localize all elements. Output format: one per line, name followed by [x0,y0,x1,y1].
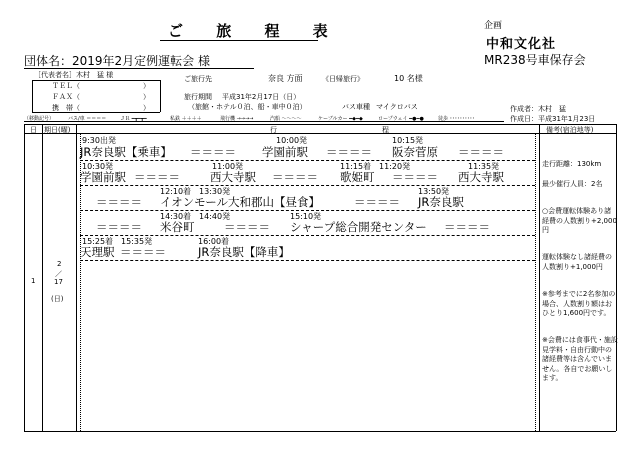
time-label: 11:15着 11:20発 [340,162,411,171]
header-itinerary: 行 程 [270,126,389,134]
group-name: 団体名：2019年2月定例運転会 様 [24,54,210,68]
row-separator [80,260,535,261]
time-label: 10:30発 [82,162,114,171]
bus-route: ＝＝＝＝ [354,195,400,209]
station: 阪奈菅原 [392,145,438,159]
legend-private-rail: 私鉄 ＋＋＋＋ [170,116,202,122]
legend-cable-car: ケーブルカー ━◆━◆ [318,116,363,122]
time-label: 10:00発 [276,136,308,145]
time-label: 14:30着 14:40発 [160,212,231,221]
date-day: 17 [54,278,63,286]
bus-route: ＝＝＝＝ [96,220,142,234]
station: 西大寺駅 [210,170,256,184]
time-label: 11:35発 [468,162,500,171]
period-label: 旅行期間 [184,93,212,101]
legend-underline [24,121,504,122]
time-label: 15:10発 [290,212,322,221]
table-right [616,124,617,431]
note-distance: 走行距離：130km [542,160,602,168]
col-divider-notes [539,124,540,431]
time-label: 15:25着 15:35発 [82,237,153,246]
station: 学園前駅 [80,170,126,184]
time-label: 13:50発 [418,187,450,196]
note-excluded: ※会費には食事代・施設見学料・自由行動中の諸経費等は含んでいません。各自でお願いします。 [542,336,618,382]
station: 西大寺駅 [458,170,504,184]
client-name: MR238号車保存会 [484,53,586,67]
planner-label: 企画 [484,21,503,31]
stay-info: （旅館・ホテル０泊、船・車中０泊） [188,103,307,111]
creator: 作成者：木村 猛 [510,105,566,113]
header-notes: 備考(宿泊地等) [546,126,594,134]
group-underline [24,68,254,69]
company-logo: 中和文化社 [486,37,557,52]
note-fee-no-drive: 運転体験なし諸経費の人数割り+1,000円 [542,253,612,271]
station: JR奈良駅【降車】 [198,245,290,259]
legend-label: （移動記号） [24,116,55,122]
page-title: ご 旅 程 表 [168,22,342,40]
time-label: 9:30出発 [82,136,116,145]
station: 天理駅 [80,245,115,259]
note-example: ※参考までに2名参加の場合、人数割り額はおひとり1,600円です。 [542,290,616,317]
date-weekday: (日) [51,295,64,303]
table-left [24,124,25,431]
station: JR奈良駅【乗車】 [80,145,172,159]
bus-route: ＝＝＝＝ [392,170,438,184]
header-date: 期日(曜) [44,126,71,134]
station: 米谷町 [160,220,195,234]
tel-field: ＴＥＬ（ ） [52,82,150,90]
time-label: 12:10着 13:30発 [160,187,231,196]
period-value: 平成31年2月17日（日） [222,93,301,101]
contact-box-top [32,80,160,81]
note-min-pax: 最少催行人員：2名 [542,180,603,188]
legend-bus: バス/車 ＝＝＝＝ [68,116,107,122]
legend-jr: ＪＲ ━┳━┳━ [120,116,147,122]
col-divider-date [76,124,77,431]
itinerary-margin-right [535,133,536,431]
note-fee-with-drive: ○会費運転体験あり諸経費の人数割り+2,000円 [542,207,617,234]
bus-route: ＝＝＝＝ [444,220,490,234]
time-label: 11:00発 [212,162,244,171]
bus-route: ＝＝＝＝ [96,195,142,209]
header-day: 日 [30,126,37,134]
legend-ropeway: ロープウェイ ━●━● [378,116,424,122]
fax-field: ＦＡＸ（ ） [52,93,150,101]
bus-route: ＝＝＝＝ [134,170,180,184]
contact-box-bottom [32,112,160,113]
vehicle-value: マイクロバス [376,103,418,111]
station: JR奈良駅 [418,195,464,209]
bus-route: ＝＝＝＝ [272,170,318,184]
party-size: 10 名様 [394,74,423,83]
vehicle-label: バス車種 [342,103,370,111]
table-bottom [24,431,616,432]
day-number: 1 [31,277,36,285]
date-month: 2 [57,260,62,268]
bus-route: ＝＝＝＝ [120,245,166,259]
contact-box-right [160,80,161,112]
destination-value: 奈良 方面 [268,74,303,83]
trip-type: 《日帰旅行》 [322,75,364,83]
bus-route: ＝＝＝＝ [224,220,270,234]
legend-airplane: 飛行機 →→→→ [220,116,254,122]
row-separator [80,160,535,161]
destination-label: ご旅行先 [184,75,212,83]
bus-route: ＝＝＝＝ [326,145,372,159]
time-label: 10:15発 [392,136,424,145]
legend-walk: 徒歩 ･･････････ [438,116,475,122]
col-divider-day [42,124,43,431]
station: 学園前駅 [262,145,308,159]
bus-route: ＝＝＝＝ [190,145,236,159]
station: シャープ総合開発センター [290,220,427,234]
title-underline [160,40,318,41]
row-separator [80,185,535,186]
bus-route: ＝＝＝＝ [458,145,504,159]
date-slash: ／ [55,270,62,278]
representative: ［代表者名］木村 猛 様 [34,71,114,79]
contact-box-left [32,80,33,112]
mobile-field: 携 帯（ ） [52,104,150,112]
station: イオンモール大和郡山【昼食】 [160,195,320,209]
created-date: 作成日：平成31年1月23日 [510,115,596,123]
legend-ship: 汽船 ～～～～ [270,116,302,122]
station: 歌姫町 [340,170,375,184]
time-label: 16:00着 [198,237,230,246]
